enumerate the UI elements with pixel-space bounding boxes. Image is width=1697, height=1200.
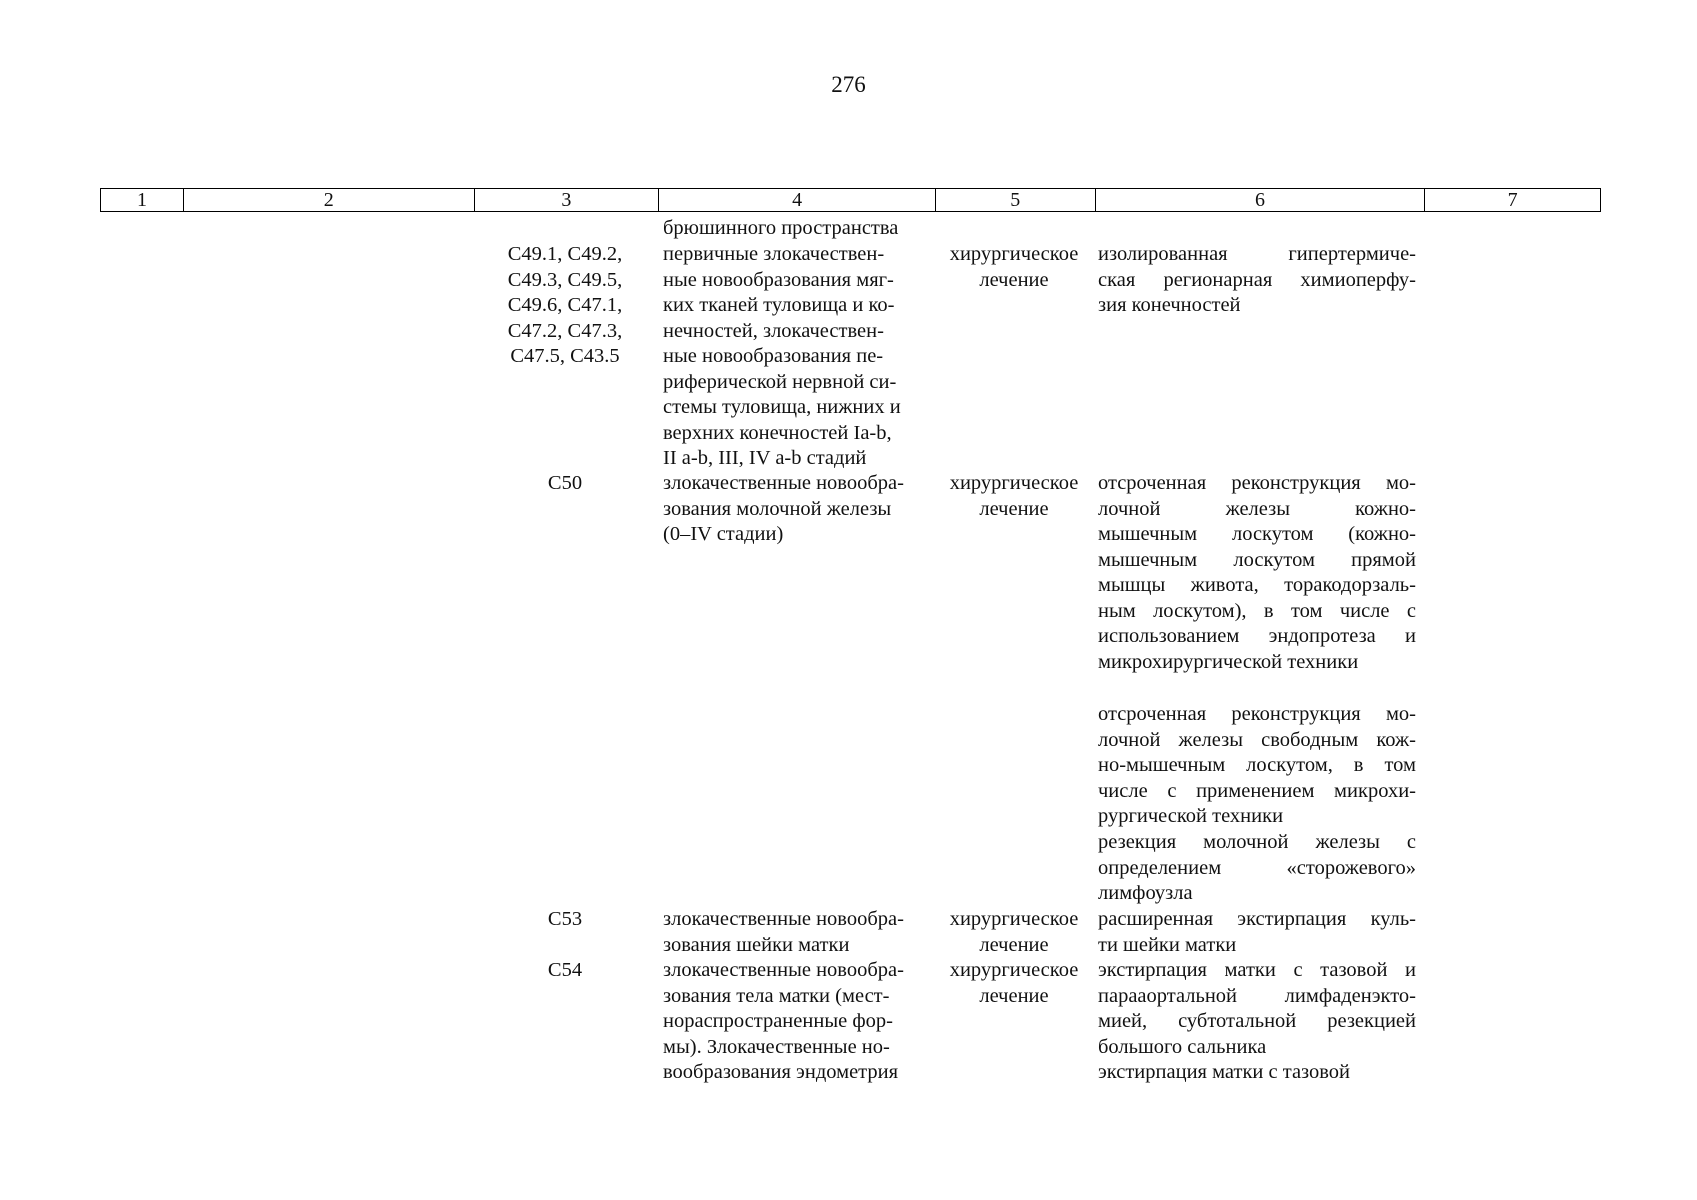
diagnosis: злокачественные новообра- зования шейки матки [663,908,904,956]
column-header-7: 7 [1424,189,1600,211]
method-line: экстирпация матки с тазовой [1098,1061,1351,1083]
icd-codes: C49.1, C49.2, C49.3, C49.5, C49.6, C47.1, C47.2, C47.3, C47.5, C43.5 [507,243,623,367]
diagnosis: злокачественные новообра- зования тела матки (мест- нораспространенные фор- мы). Злокачественные но- вообразования эндометрия [663,959,904,1083]
column-header-2: 2 [183,189,474,211]
method-line: большого сальника [1098,1035,1267,1058]
method-line: определением «сторожевого» [1098,856,1416,879]
diagnosis: первичные злокачествен- ные новообразования мяг- ких тканей туловища и ко- нечностей, злокачествен- ные новообразования пе- риферической нервной си- стемы туловища, нижних и верхних конечностей Ia-b, II a-b, III, IV a-b стадий [663,243,901,469]
icd-codes: C54 [547,959,583,981]
method-block [1098,471,1416,675]
icd-codes: C53 [547,908,583,930]
method-line: резекция молочной железы с [1098,831,1416,853]
method-line: отсроченная реконструкция мо- [1098,472,1416,494]
method-line: ти шейки матки [1098,933,1237,956]
method-line: лимфоузла [1098,882,1193,904]
method-line: ская регионарная химиоперфу- [1098,268,1416,291]
column-header-4: 4 [658,189,935,211]
method-line: мией, субтотальной резекцией [1098,1010,1416,1032]
treatment-type: хирургическое лечение [949,243,1079,291]
method-line: мышечным лоскутом прямой [1098,548,1416,571]
page-number: 276 [831,72,866,97]
method-line: микрохирургической техники [1098,650,1359,673]
method-line: расширенная экстирпация куль- [1098,908,1416,930]
method-line: рургической техники [1098,805,1284,827]
table-header-row [100,188,1601,212]
diagnosis-continuation: брюшинного пространства [663,217,899,239]
method-block [1098,907,1416,958]
treatment-type: хирургическое лечение [949,959,1079,1007]
treatment-type: хирургическое лечение [949,472,1079,520]
method-line: числе с применением микрохи- [1098,779,1416,802]
method-line: парааортальной лимфаденэкто- [1098,984,1416,1007]
method-line: ным лоскутом), в том числе с [1098,599,1416,622]
method-block [1098,242,1416,319]
method-line: использованием эндопротеза и [1098,625,1416,647]
method-line: лочной железы свободным кож- [1098,728,1416,751]
method-line: лочной железы кожно- [1098,497,1416,520]
method-block [1098,958,1416,1060]
treatment-type: хирургическое лечение [949,908,1079,956]
method-line: но-мышечным лоскутом, в том [1098,754,1416,776]
column-header-1: 1 [136,189,147,211]
column-header-3: 3 [474,189,659,211]
column-header-6: 6 [1095,189,1425,211]
method-line: мышечным лоскутом (кожно- [1098,523,1416,545]
diagnosis: злокачественные новообра- зования молочной железы (0–IV стадии) [663,472,904,545]
method-block [1098,702,1416,830]
method-line: мышцы живота, торакодорзаль- [1098,574,1416,596]
method-line: изолированная гипертермиче- [1098,243,1416,265]
method-block [1098,830,1416,907]
method-line: зия конечностей [1098,294,1241,316]
method-block [1098,1060,1416,1086]
method-line: отсроченная реконструкция мо- [1098,703,1416,725]
column-header-5: 5 [935,189,1095,211]
method-line: экстирпация матки с тазовой и [1098,959,1416,981]
icd-codes: C50 [547,472,583,494]
